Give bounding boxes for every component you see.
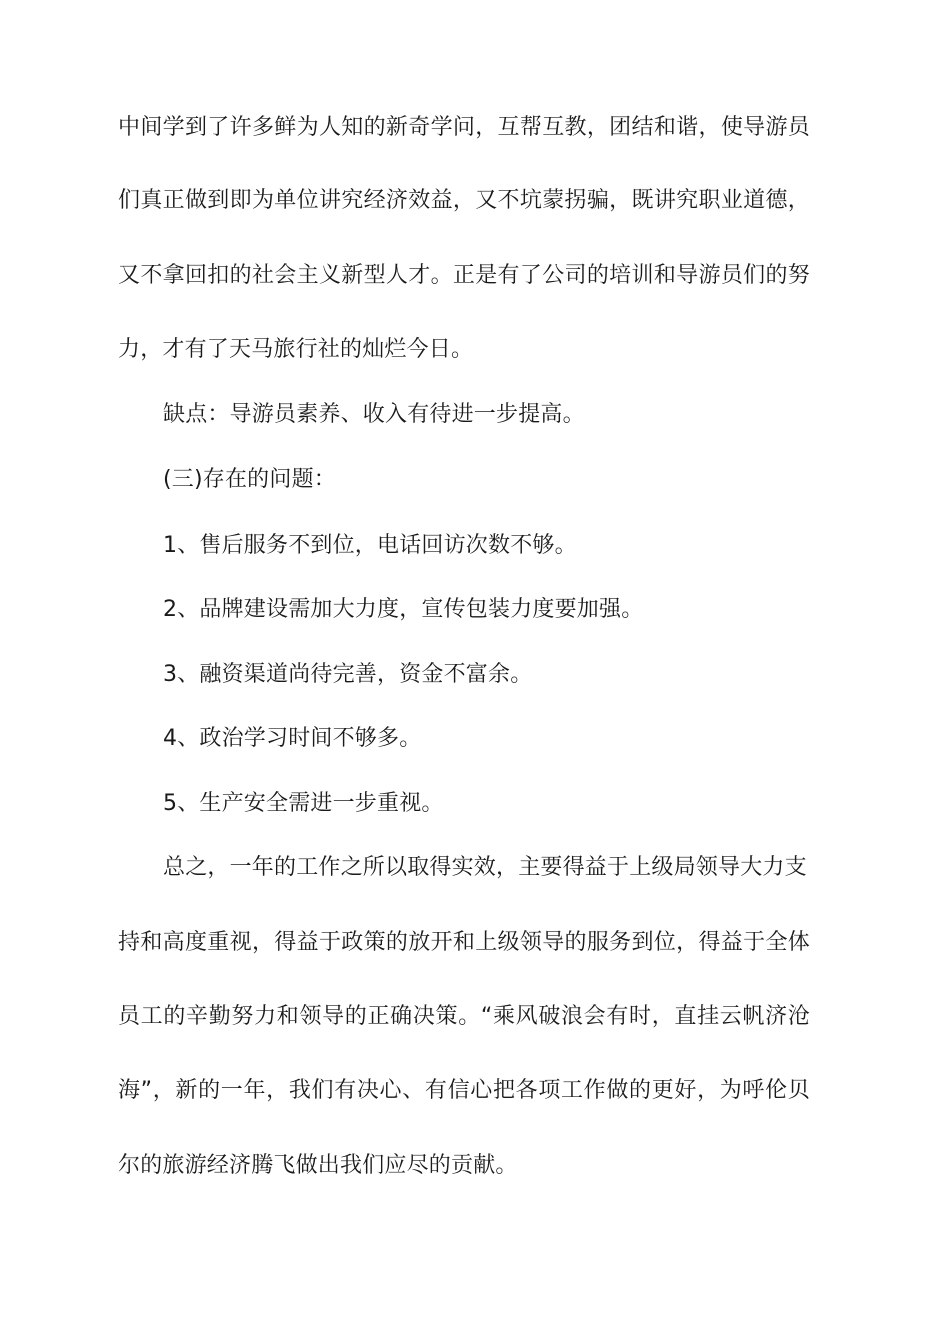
paragraph-line: 力，才有了天马旅行社的灿烂今日。 bbox=[118, 337, 474, 362]
paragraph-line: 海”，新的一年，我们有决心、有信心把各项工作做的更好，为呼伦贝 bbox=[118, 1078, 810, 1103]
paragraph-line: 们真正做到即为单位讲究经济效益，又不坑蒙拐骗，既讲究职业道德， bbox=[118, 188, 810, 213]
list-item: 2、品牌建设需加大力度，宣传包装力度要加强。 bbox=[163, 597, 644, 622]
list-item: 1、售后服务不到位，电话回访次数不够。 bbox=[163, 533, 577, 558]
paragraph-line: 中间学到了许多鲜为人知的新奇学问，互帮互教，团结和谐，使导游员 bbox=[118, 115, 810, 140]
shortcoming-text: 缺点：导游员素养、收入有待进一步提高。 bbox=[163, 402, 585, 427]
list-item: 5、生产安全需进一步重视。 bbox=[163, 791, 444, 816]
list-item: 3、融资渠道尚待完善，资金不富余。 bbox=[163, 662, 533, 687]
section-heading: (三)存在的问题： bbox=[163, 467, 336, 492]
paragraph-line: 总之，一年的工作之所以取得实效，主要得益于上级局领导大力支 bbox=[163, 855, 807, 880]
paragraph-line: 持和高度重视，得益于政策的放开和上级领导的服务到位，得益于全体 bbox=[118, 930, 810, 955]
paragraph-line: 尔的旅游经济腾飞做出我们应尽的贡献。 bbox=[118, 1153, 518, 1178]
list-item: 4、政治学习时间不够多。 bbox=[163, 726, 422, 751]
paragraph-line: 又不拿回扣的社会主义新型人才。正是有了公司的培训和导游员们的努 bbox=[118, 263, 810, 288]
paragraph-line: 员工的辛勤努力和领导的正确决策。“乘风破浪会有时，直挂云帆济沧 bbox=[118, 1004, 810, 1029]
